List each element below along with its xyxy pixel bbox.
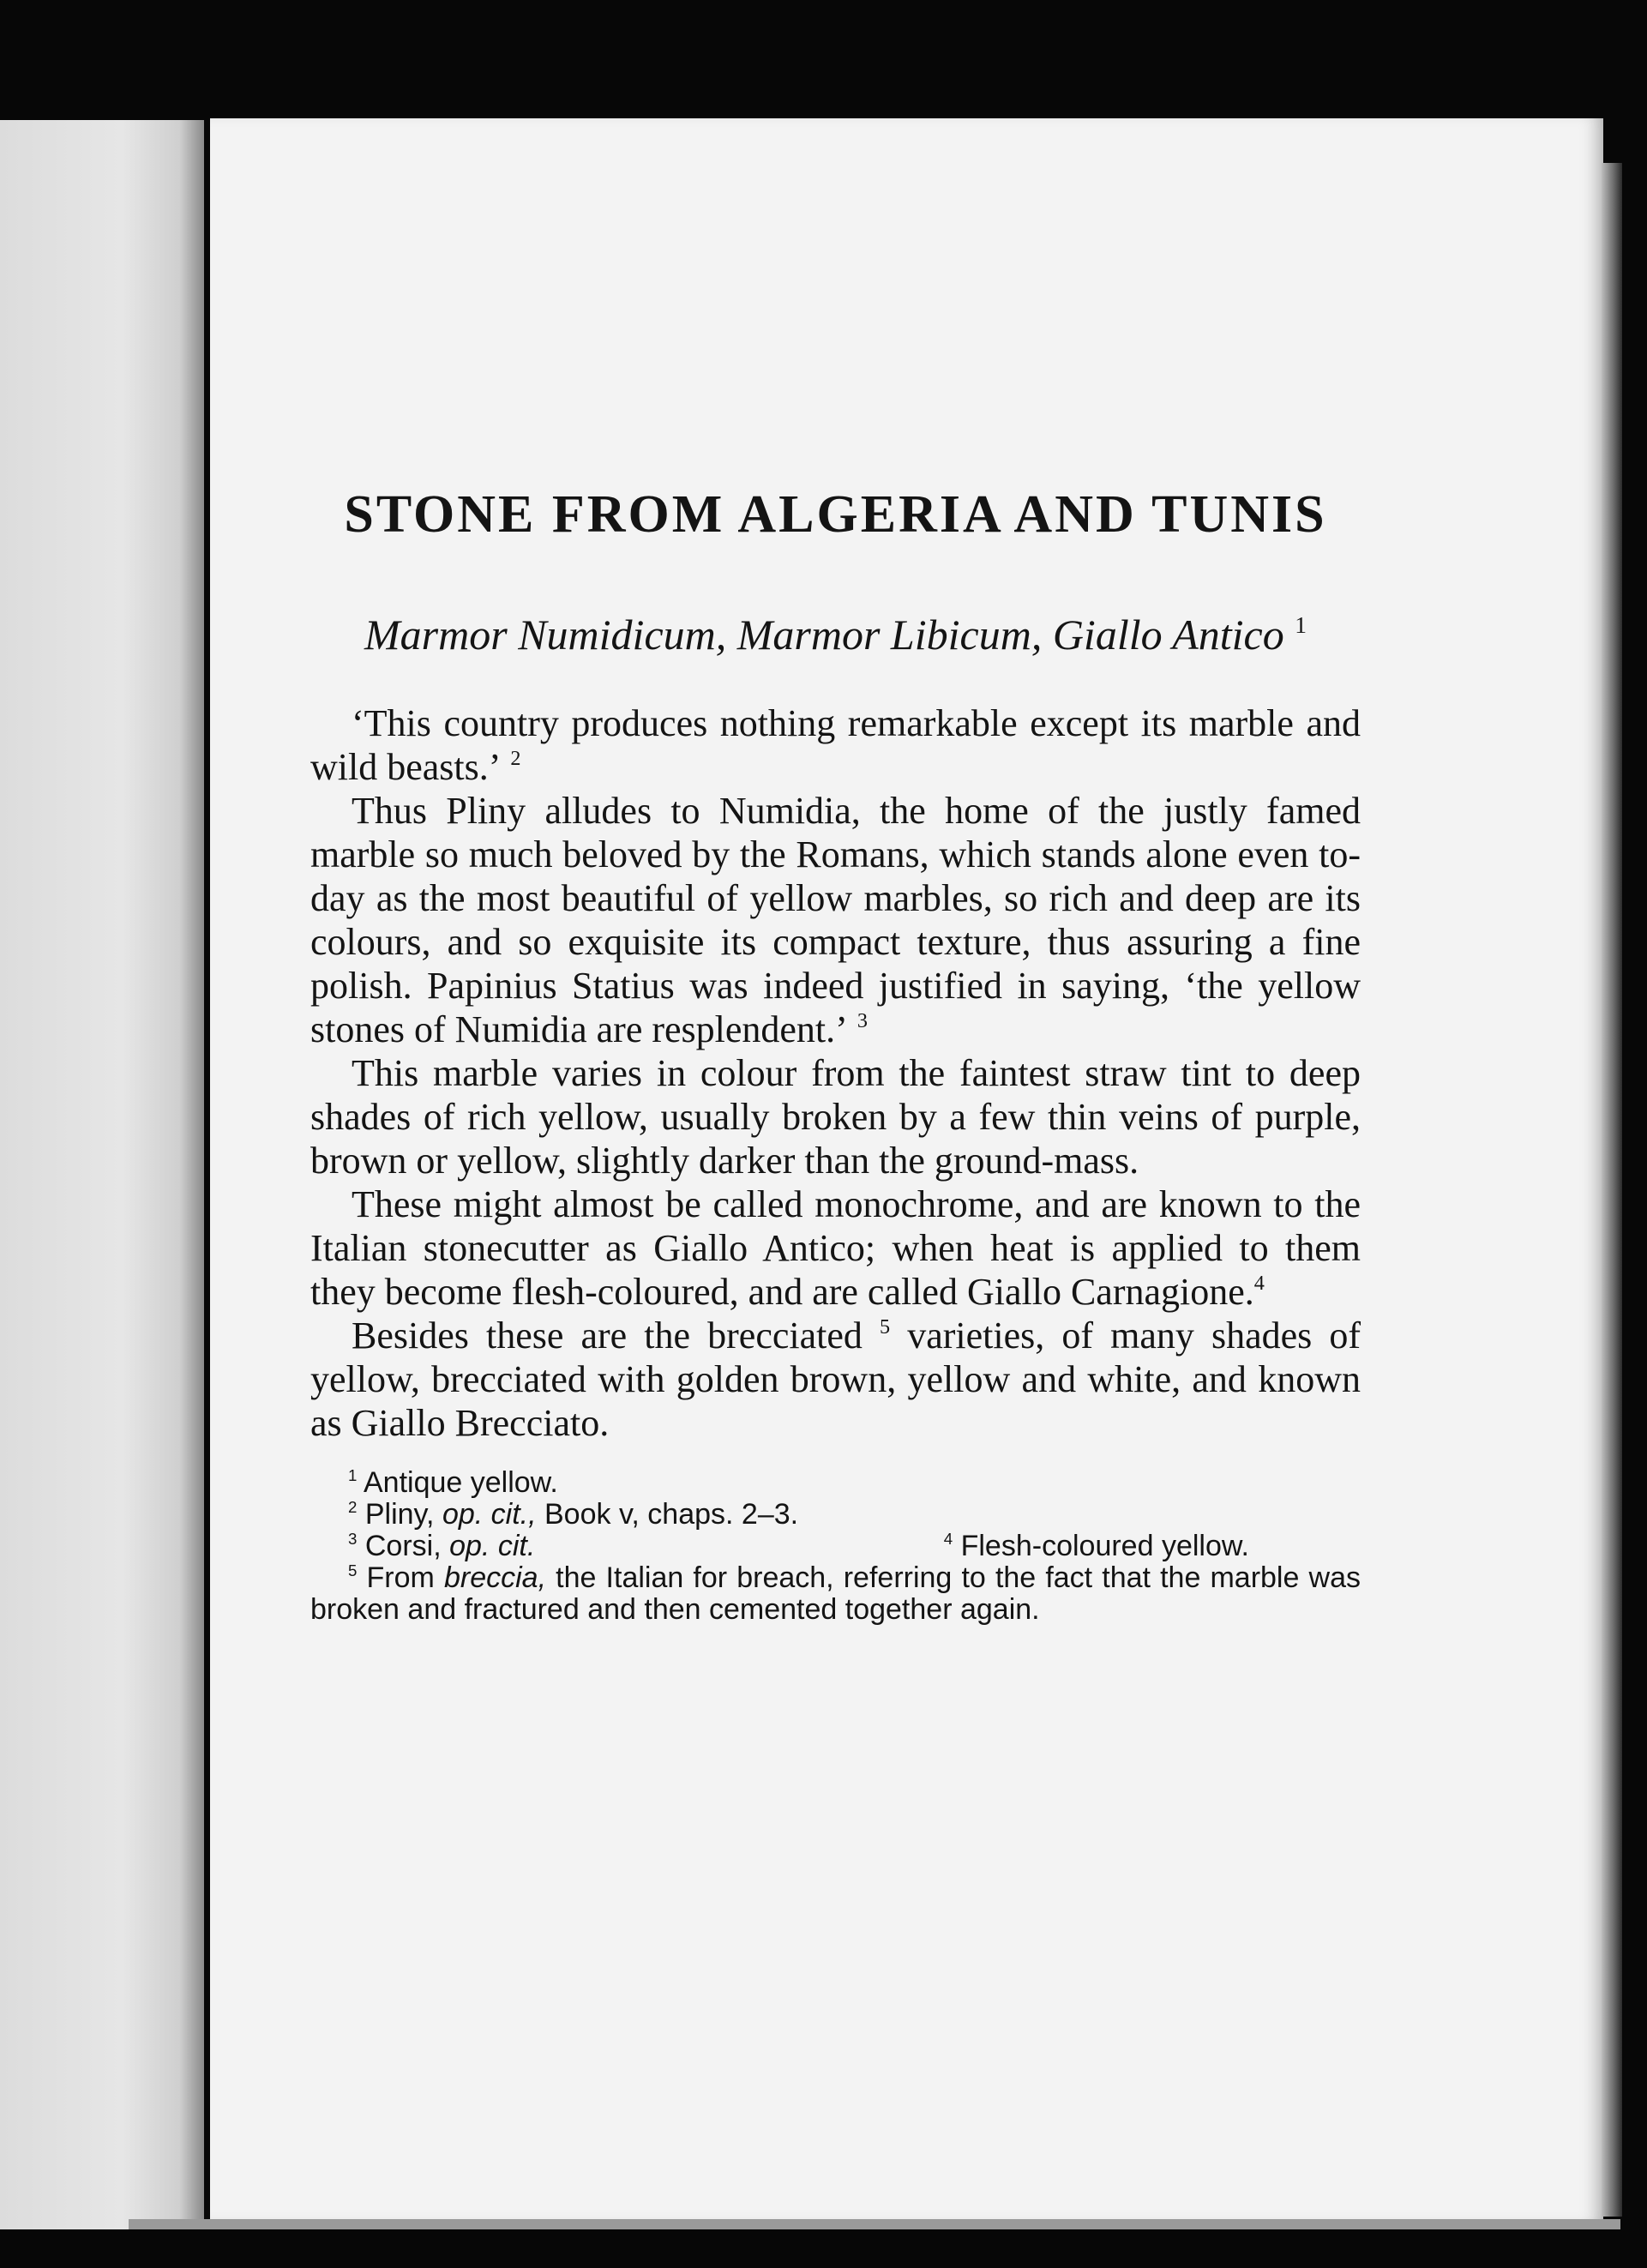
footnote-number: 2 (348, 1497, 358, 1516)
chapter-title: STONE FROM ALGERIA AND TUNIS (344, 485, 1327, 544)
footnote-2 (310, 1499, 1361, 1531)
footnotes (310, 1467, 1361, 1626)
footnote-author: Corsi, (364, 1530, 442, 1562)
footnote-ref-4: 4 (1253, 1272, 1265, 1296)
body-text (310, 701, 1361, 1445)
footnote-number: 1 (348, 1465, 358, 1484)
page-content (310, 480, 1361, 1626)
footnote-5 (310, 1562, 1361, 1626)
footnote-text: Flesh-coloured yellow. (960, 1530, 1249, 1562)
paragraph-3 (310, 1051, 1361, 1182)
footnote-ref-2: 2 (510, 747, 521, 771)
footnote-author: Pliny, (364, 1498, 435, 1531)
paragraph-1 (310, 701, 1361, 789)
footnote-row-3-4 (310, 1531, 1361, 1562)
paragraph-5 (310, 1314, 1361, 1445)
page-bottom-edge (129, 2219, 1620, 2229)
footnote-citation: breccia, (443, 1561, 547, 1594)
footnote-text: the Italian for breach, referring to the fact that the marble was broken and fractured and then cemented together again. (310, 1561, 1361, 1626)
footnote-number: 3 (348, 1529, 358, 1548)
subtitle-text: Marmor Numidicum, Marmor Libicum, Giallo Antico (364, 611, 1284, 659)
footnote-number: 5 (348, 1561, 358, 1579)
paragraph-2 (310, 789, 1361, 1051)
footnote-text: Antique yellow. (363, 1466, 558, 1499)
paragraph-text: Thus Pliny alludes to Numidia, the home of the justly famed marble so much beloved by the Romans, which stands alone even to-day as the most beautiful of yellow marbles, so rich and deep are its colours, and so exquisite its compact texture, thus assuring a fine polish. Papinius Statius was indeed justified in saying, ‘the yellow stones of Numidia are resplendent.’ (310, 790, 1361, 1050)
footnote-ref-3: 3 (857, 1009, 868, 1033)
paragraph-4 (310, 1182, 1361, 1314)
footnote-4 (944, 1531, 1361, 1562)
footnote-number: 4 (943, 1529, 953, 1548)
facing-page-edge (0, 120, 204, 2229)
paragraph-text: varieties, of many shades of yellow, brecciated with golden brown, yellow and white, and known as Giallo Brecciato. (310, 1314, 1361, 1444)
footnote-3 (310, 1531, 535, 1562)
footnote-1 (310, 1467, 1361, 1499)
footnote-text: From (366, 1561, 435, 1594)
paragraph-text: This marble varies in colour from the faintest straw tint to deep shades of rich yellow, usually broken by a few thin veins of purple, brown or yellow, slightly darker than the ground-mass. (310, 1052, 1361, 1182)
footnote-text: Book v, chaps. 2–3. (544, 1498, 799, 1531)
footnote-citation: op. cit., (442, 1498, 537, 1531)
page-right-edge (1602, 163, 1622, 2217)
chapter-subtitle (328, 605, 1343, 664)
paragraph-text: ‘This country produces nothing remarkable except its marble and wild beasts.’ (310, 702, 1361, 788)
paragraph-text: These might almost be called monochrome, and are known to the Italian stonecutter as Giallo Antico; when heat is applied to them they become flesh-coloured, and are called Giallo Carnagione. (310, 1183, 1361, 1313)
footnote-ref-1: 1 (1295, 611, 1307, 638)
paragraph-text: Besides these are the brecciated (352, 1314, 863, 1357)
footnote-ref-5: 5 (880, 1315, 891, 1339)
footnote-citation: op. cit. (449, 1530, 536, 1562)
